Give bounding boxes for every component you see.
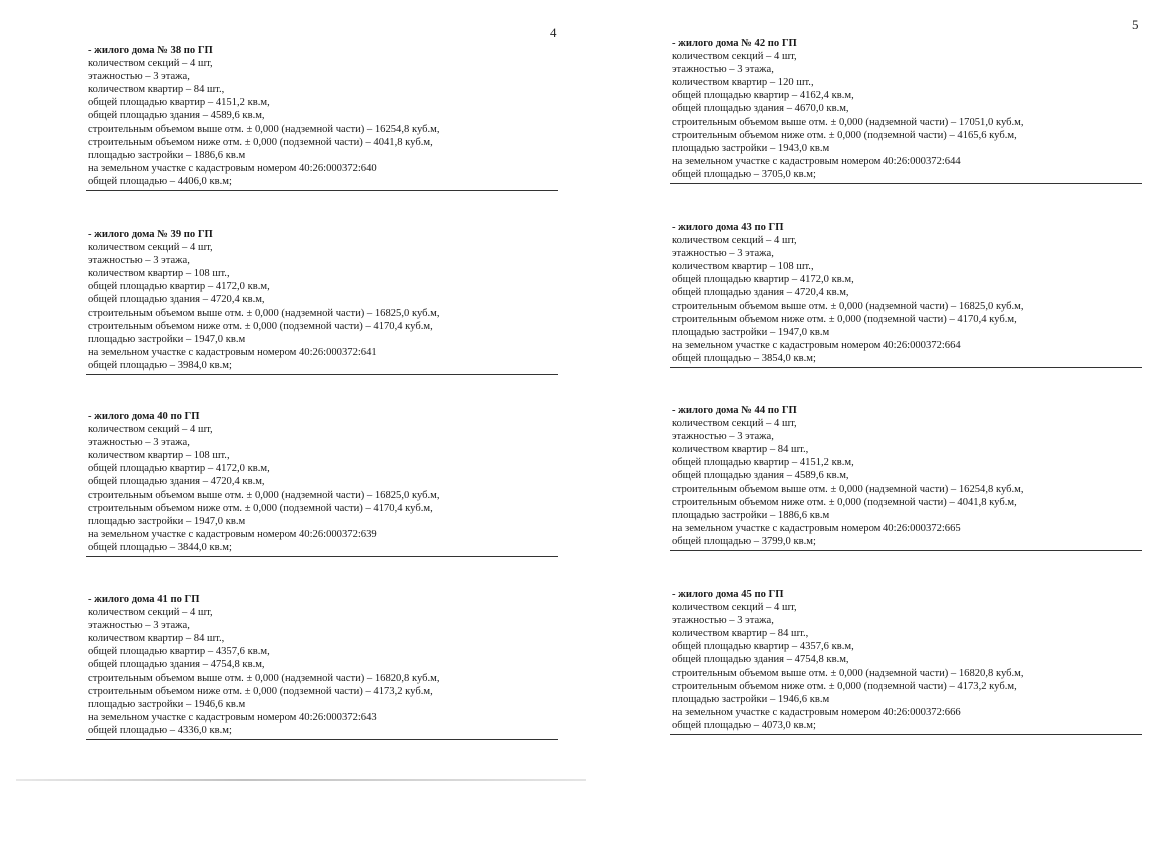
building-block-44 — [672, 404, 1024, 548]
block-title: - жилого дома 41 по ГП — [88, 594, 200, 605]
block-line-floors: этажностью – 3 этажа, — [672, 64, 774, 76]
block-line-sections: количеством секций – 4 шт, — [88, 242, 213, 254]
block-line-apartment-area: общей площадью квартир – 4162,4 кв.м, — [672, 90, 854, 102]
page-4 — [0, 0, 584, 850]
block-line-apartment-area: общей площадью квартир – 4151,2 кв.м, — [88, 97, 270, 109]
block-line-sections: количеством секций – 4 шт, — [672, 602, 797, 614]
block-line-sections: количеством секций – 4 шт, — [88, 424, 213, 436]
block-line-floors: этажностью – 3 этажа, — [88, 255, 190, 267]
block-divider — [670, 183, 1142, 184]
building-block-42 — [672, 37, 1024, 181]
block-line-plot-area: общей площадью – 4336,0 кв.м; — [88, 724, 232, 736]
block-divider — [670, 367, 1142, 368]
building-block-41 — [88, 593, 440, 737]
block-line-footprint: площадью застройки – 1946,6 кв.м — [88, 698, 246, 710]
block-line-volume-below: строительным объемом ниже отм. ± 0,000 (подземной части) – 4170,4 куб.м, — [672, 313, 1017, 325]
block-title: - жилого дома 40 по ГП — [88, 411, 200, 422]
block-line-building-area: общей площадью здания – 4670,0 кв.м, — [672, 103, 849, 115]
block-line-footprint: площадью застройки – 1947,0 кв.м — [88, 333, 246, 345]
block-line-apartment-area: общей площадью квартир – 4172,0 кв.м, — [672, 274, 854, 286]
block-divider — [670, 734, 1142, 735]
scan-edge-line — [16, 779, 586, 781]
block-line-apartment-area: общей площадью квартир – 4357,6 кв.м, — [672, 641, 854, 653]
block-title: - жилого дома 45 по ГП — [672, 589, 784, 600]
block-line-volume-above: строительным объемом выше отм. ± 0,000 (надземной части) – 16820,8 куб.м, — [88, 672, 440, 684]
block-line-building-area: общей площадью здания – 4589,6 кв.м, — [672, 470, 849, 482]
block-line-plot-area: общей площадью – 3799,0 кв.м; — [672, 535, 816, 547]
block-line-cadastral: на земельном участке с кадастровым номером 40:26:000372:640 — [88, 162, 377, 174]
block-line-apartments: количеством квартир – 108 шт., — [88, 268, 230, 280]
block-divider — [670, 550, 1142, 551]
building-block-39 — [88, 228, 440, 372]
block-line-cadastral: на земельном участке с кадастровым номером 40:26:000372:639 — [88, 528, 377, 540]
block-divider — [86, 739, 558, 740]
block-line-building-area: общей площадью здания – 4720,4 кв.м, — [88, 294, 265, 306]
block-divider — [86, 556, 558, 557]
block-line-footprint: площадью застройки – 1943,0 кв.м — [672, 142, 830, 154]
block-line-volume-below: строительным объемом ниже отм. ± 0,000 (подземной части) – 4173,2 куб.м, — [672, 680, 1017, 692]
block-line-volume-above: строительным объемом выше отм. ± 0,000 (надземной части) – 16820,8 куб.м, — [672, 667, 1024, 679]
building-block-40 — [88, 410, 440, 554]
block-line-cadastral: на земельном участке с кадастровым номером 40:26:000372:643 — [88, 711, 377, 723]
block-line-volume-above: строительным объемом выше отм. ± 0,000 (надземной части) – 17051,0 куб.м, — [672, 116, 1024, 128]
block-line-building-area: общей площадью здания – 4720,4 кв.м, — [88, 476, 265, 488]
block-line-footprint: площадью застройки – 1886,6 кв.м — [88, 149, 246, 161]
block-line-cadastral: на земельном участке с кадастровым номером 40:26:000372:666 — [672, 706, 961, 718]
building-block-43 — [672, 221, 1024, 365]
block-line-building-area: общей площадью здания – 4720,4 кв.м, — [672, 287, 849, 299]
block-line-cadastral: на земельном участке с кадастровым номером 40:26:000372:641 — [88, 346, 377, 358]
block-line-plot-area: общей площадью – 3984,0 кв.м; — [88, 359, 232, 371]
block-line-building-area: общей площадью здания – 4754,8 кв.м, — [672, 654, 849, 666]
block-line-apartments: количеством квартир – 84 шт., — [672, 628, 809, 640]
block-line-cadastral: на земельном участке с кадастровым номером 40:26:000372:665 — [672, 522, 961, 534]
block-line-floors: этажностью – 3 этажа, — [88, 437, 190, 449]
block-line-sections: количеством секций – 4 шт, — [88, 58, 213, 70]
block-line-volume-below: строительным объемом ниже отм. ± 0,000 (подземной части) – 4170,4 куб.м, — [88, 502, 433, 514]
block-line-plot-area: общей площадью – 4406,0 кв.м; — [88, 175, 232, 187]
block-line-plot-area: общей площадью – 3854,0 кв.м; — [672, 352, 816, 364]
block-line-volume-above: строительным объемом выше отм. ± 0,000 (надземной части) – 16825,0 куб.м, — [88, 489, 440, 501]
page-number: 5 — [1132, 17, 1139, 32]
block-line-cadastral: на земельном участке с кадастровым номером 40:26:000372:664 — [672, 339, 961, 351]
block-line-apartments: количеством квартир – 120 шт., — [672, 77, 814, 89]
block-line-apartment-area: общей площадью квартир – 4172,0 кв.м, — [88, 281, 270, 293]
block-line-sections: количеством секций – 4 шт, — [672, 418, 797, 430]
block-title: - жилого дома № 42 по ГП — [672, 38, 797, 49]
block-line-footprint: площадью застройки – 1947,0 кв.м — [672, 326, 830, 338]
block-line-floors: этажностью – 3 этажа, — [672, 615, 774, 627]
block-line-sections: количеством секций – 4 шт, — [672, 235, 797, 247]
block-line-apartments: количеством квартир – 108 шт., — [88, 450, 230, 462]
block-line-volume-below: строительным объемом ниже отм. ± 0,000 (подземной части) – 4041,8 куб.м, — [672, 496, 1017, 508]
block-line-floors: этажностью – 3 этажа, — [672, 431, 774, 443]
block-line-volume-above: строительным объемом выше отм. ± 0,000 (надземной части) – 16254,8 куб.м, — [672, 483, 1024, 495]
block-line-volume-below: строительным объемом ниже отм. ± 0,000 (подземной части) – 4041,8 куб.м, — [88, 136, 433, 148]
block-line-footprint: площадью застройки – 1946,6 кв.м — [672, 693, 830, 705]
block-line-sections: количеством секций – 4 шт, — [88, 607, 213, 619]
building-block-38 — [88, 44, 440, 188]
block-line-apartment-area: общей площадью квартир – 4357,6 кв.м, — [88, 646, 270, 658]
block-line-floors: этажностью – 3 этажа, — [672, 248, 774, 260]
block-line-apartments: количеством квартир – 84 шт., — [672, 444, 809, 456]
block-title: - жилого дома № 39 по ГП — [88, 229, 213, 240]
block-line-plot-area: общей площадью – 3705,0 кв.м; — [672, 168, 816, 180]
block-line-apartments: количеством квартир – 84 шт., — [88, 84, 225, 96]
block-line-footprint: площадью застройки – 1947,0 кв.м — [88, 515, 246, 527]
block-line-apartments: количеством квартир – 84 шт., — [88, 633, 225, 645]
block-divider — [86, 374, 558, 375]
block-line-plot-area: общей площадью – 3844,0 кв.м; — [88, 541, 232, 553]
block-line-apartment-area: общей площадью квартир – 4172,0 кв.м, — [88, 463, 270, 475]
block-line-sections: количеством секций – 4 шт, — [672, 51, 797, 63]
block-line-cadastral: на земельном участке с кадастровым номером 40:26:000372:644 — [672, 155, 961, 167]
page-number: 4 — [550, 25, 557, 40]
block-line-floors: этажностью – 3 этажа, — [88, 620, 190, 632]
block-line-volume-above: строительным объемом выше отм. ± 0,000 (надземной части) – 16825,0 куб.м, — [88, 307, 440, 319]
block-line-building-area: общей площадью здания – 4754,8 кв.м, — [88, 659, 265, 671]
block-line-volume-below: строительным объемом ниже отм. ± 0,000 (подземной части) – 4165,6 куб.м, — [672, 129, 1017, 141]
page-5 — [584, 0, 1169, 850]
block-line-volume-above: строительным объемом выше отм. ± 0,000 (надземной части) – 16825,0 куб.м, — [672, 300, 1024, 312]
block-title: - жилого дома № 38 по ГП — [88, 45, 213, 56]
block-line-volume-below: строительным объемом ниже отм. ± 0,000 (подземной части) – 4170,4 куб.м, — [88, 320, 433, 332]
block-line-volume-below: строительным объемом ниже отм. ± 0,000 (подземной части) – 4173,2 куб.м, — [88, 685, 433, 697]
block-divider — [86, 190, 558, 191]
block-line-apartments: количеством квартир – 108 шт., — [672, 261, 814, 273]
block-line-plot-area: общей площадью – 4073,0 кв.м; — [672, 719, 816, 731]
block-line-footprint: площадью застройки – 1886,6 кв.м — [672, 509, 830, 521]
block-title: - жилого дома № 44 по ГП — [672, 405, 797, 416]
block-line-volume-above: строительным объемом выше отм. ± 0,000 (надземной части) – 16254,8 куб.м, — [88, 123, 440, 135]
block-line-apartment-area: общей площадью квартир – 4151,2 кв.м, — [672, 457, 854, 469]
block-line-floors: этажностью – 3 этажа, — [88, 71, 190, 83]
block-title: - жилого дома 43 по ГП — [672, 222, 784, 233]
building-block-45 — [672, 588, 1024, 732]
block-line-building-area: общей площадью здания – 4589,6 кв.м, — [88, 110, 265, 122]
